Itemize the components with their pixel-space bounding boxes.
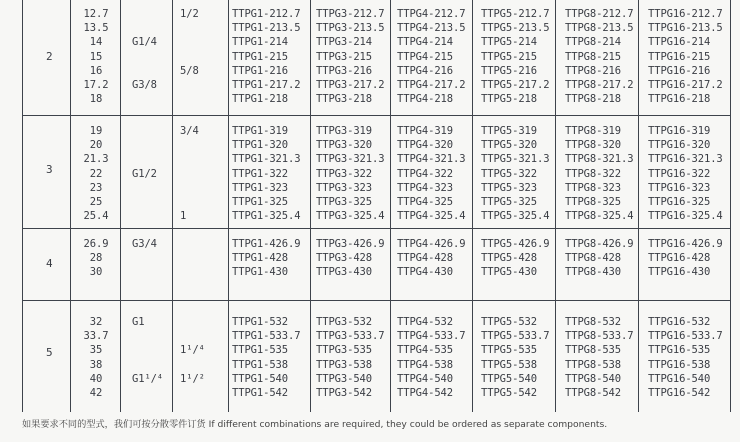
- part-number: TTPG1-323: [232, 181, 288, 194]
- part-number: TTPG1-540: [232, 372, 288, 385]
- part-number: TTPG3-428: [316, 252, 372, 265]
- thread-size: G1¹/⁴: [132, 372, 164, 385]
- part-number: TTPG4-215: [397, 50, 453, 63]
- part-number: TTPG4-212.7: [397, 8, 466, 20]
- part-number: TTPG8-319: [565, 125, 621, 137]
- part-number: TTPG8-213.5: [565, 22, 634, 35]
- column-rule: [172, 0, 173, 412]
- column-rule: [638, 0, 639, 412]
- column-rule: [730, 0, 731, 412]
- thread-size: G1/4: [132, 36, 157, 49]
- part-number: TTPG4-322: [397, 167, 453, 180]
- part-number: TTPG3-216: [316, 64, 372, 77]
- pipe-size: 38: [89, 358, 103, 371]
- group-number: 5: [46, 346, 53, 359]
- part-number: TTPG5-216: [481, 64, 537, 77]
- part-number: TTPG5-538: [481, 358, 537, 371]
- part-number: TTPG1-320: [232, 139, 288, 152]
- part-number: TTPG3-212.7: [316, 8, 385, 20]
- part-number: TTPG5-218: [481, 93, 537, 106]
- part-number: TTPG1-218: [232, 93, 288, 106]
- part-number: TTPG5-540: [481, 372, 537, 385]
- column-rule: [70, 0, 71, 412]
- pipe-size: 42: [89, 387, 103, 399]
- part-number: TTPG8-540: [565, 372, 621, 385]
- part-number: TTPG3-213.5: [316, 22, 385, 35]
- part-number: TTPG4-426.9: [397, 238, 466, 250]
- part-number: TTPG1-325.4: [232, 210, 301, 223]
- part-number: TTPG8-218: [565, 93, 621, 106]
- part-number: TTPG16-428: [648, 252, 711, 265]
- part-number: TTPG8-320: [565, 139, 621, 152]
- part-number: TTPG1-538: [232, 358, 288, 371]
- part-number: TTPG16-535: [648, 344, 711, 357]
- part-number: TTPG5-430: [481, 266, 537, 279]
- thread-size: G1: [132, 316, 145, 328]
- part-number: TTPG5-215: [481, 50, 537, 63]
- pipe-size: 22: [89, 167, 103, 180]
- group-number: 4: [46, 257, 53, 270]
- part-number: TTPG16-533.7: [648, 330, 723, 343]
- part-number: TTPG16-212.7: [648, 8, 723, 20]
- part-number: TTPG5-212.7: [481, 8, 550, 20]
- part-number: TTPG8-216: [565, 64, 621, 77]
- inch-size: 1/2: [180, 8, 199, 20]
- part-number: TTPG5-325.4: [481, 210, 550, 223]
- part-number: TTPG8-325: [565, 196, 621, 208]
- pipe-size: 20: [89, 139, 103, 152]
- part-number: TTPG3-325: [316, 196, 372, 208]
- part-number: TTPG1-319: [232, 125, 288, 137]
- column-rule: [120, 0, 121, 412]
- part-number: TTPG5-535: [481, 344, 537, 357]
- pipe-size: 14: [89, 36, 103, 49]
- pipe-size: 12.7: [83, 8, 109, 20]
- part-number: TTPG8-532: [565, 316, 621, 328]
- part-number: TTPG3-323: [316, 181, 372, 194]
- part-number: TTPG5-322: [481, 167, 537, 180]
- part-number: TTPG4-533.7: [397, 330, 466, 343]
- part-number: TTPG16-217.2: [648, 79, 723, 91]
- inch-size: 3/4: [180, 125, 199, 137]
- part-number: TTPG3-542: [316, 387, 372, 399]
- part-number: TTPG3-321.3: [316, 153, 385, 166]
- part-number: TTPG5-426.9: [481, 238, 550, 250]
- pipe-size: 15: [89, 50, 103, 63]
- part-number: TTPG1-532: [232, 316, 288, 328]
- part-number: TTPG16-532: [648, 316, 711, 328]
- inch-size: 1: [180, 210, 187, 223]
- pipe-size: 25: [89, 196, 103, 208]
- group-number: 2: [46, 50, 53, 63]
- part-number: TTPG5-213.5: [481, 22, 550, 35]
- part-number: TTPG4-540: [397, 372, 453, 385]
- part-number: TTPG8-426.9: [565, 238, 634, 250]
- pipe-size: 25.4: [83, 210, 109, 223]
- footnote: 如果要求不同的型式，我们可按分散零件订货 If different combinations are required, they could be ordered as separate components.: [22, 419, 608, 430]
- part-number: TTPG4-538: [397, 358, 453, 371]
- inch-size: 5/8: [180, 64, 199, 77]
- part-number: TTPG1-533.7: [232, 330, 301, 343]
- part-number: TTPG5-532: [481, 316, 537, 328]
- part-number: TTPG4-213.5: [397, 22, 466, 35]
- part-number: TTPG8-542: [565, 387, 621, 399]
- part-number: TTPG5-428: [481, 252, 537, 265]
- part-number: TTPG8-428: [565, 252, 621, 265]
- part-number: TTPG4-319: [397, 125, 453, 137]
- part-number: TTPG16-213.5: [648, 22, 723, 35]
- part-number: TTPG3-319: [316, 125, 372, 137]
- part-number: TTPG16-215: [648, 50, 711, 63]
- part-number: TTPG1-322: [232, 167, 288, 180]
- thread-size: G3/4: [132, 238, 157, 250]
- part-number: TTPG16-320: [648, 139, 711, 152]
- part-number: TTPG3-325.4: [316, 210, 385, 223]
- part-number: TTPG16-430: [648, 266, 711, 279]
- pipe-size: 26.9: [83, 238, 109, 250]
- part-number: TTPG4-214: [397, 36, 453, 49]
- pipe-size: 33.7: [83, 330, 109, 343]
- pipe-size: 16: [89, 64, 103, 77]
- part-number: TTPG1-217.2: [232, 79, 301, 91]
- part-number: TTPG5-323: [481, 181, 537, 194]
- part-number: TTPG3-215: [316, 50, 372, 63]
- part-number: TTPG16-319: [648, 125, 711, 137]
- part-number: TTPG8-533.7: [565, 330, 634, 343]
- part-number: TTPG8-212.7: [565, 8, 634, 20]
- part-number: TTPG1-216: [232, 64, 288, 77]
- column-rule: [555, 0, 556, 412]
- row-rule: [22, 228, 730, 229]
- part-number: TTPG4-218: [397, 93, 453, 106]
- part-number: TTPG16-323: [648, 181, 711, 194]
- part-number: TTPG16-325.4: [648, 210, 723, 223]
- part-number: TTPG4-320: [397, 139, 453, 152]
- part-number: TTPG3-320: [316, 139, 372, 152]
- row-rule: [22, 300, 730, 301]
- part-number: TTPG16-218: [648, 93, 711, 106]
- part-number: TTPG1-325: [232, 196, 288, 208]
- thread-size: G3/8: [132, 79, 157, 91]
- part-number: TTPG8-325.4: [565, 210, 634, 223]
- pipe-size: 17.2: [83, 79, 109, 91]
- part-number: TTPG5-533.7: [481, 330, 550, 343]
- part-number: TTPG8-214: [565, 36, 621, 49]
- part-number: TTPG8-321.3: [565, 153, 634, 166]
- column-rule: [390, 0, 391, 412]
- part-number: TTPG4-217.2: [397, 79, 466, 91]
- pipe-size: 40: [89, 372, 103, 385]
- part-number: TTPG5-325: [481, 196, 537, 208]
- part-number: TTPG5-217.2: [481, 79, 550, 91]
- part-number: TTPG8-538: [565, 358, 621, 371]
- part-number: TTPG16-321.3: [648, 153, 723, 166]
- group-number: 3: [46, 163, 53, 176]
- part-number: TTPG3-322: [316, 167, 372, 180]
- pipe-size: 32: [89, 316, 103, 328]
- column-rule: [310, 0, 311, 412]
- part-number: TTPG1-542: [232, 387, 288, 399]
- column-rule: [22, 0, 23, 412]
- inch-size: 1¹/²: [180, 372, 205, 385]
- part-number: TTPG16-426.9: [648, 238, 723, 250]
- column-rule: [472, 0, 473, 412]
- part-number: TTPG8-215: [565, 50, 621, 63]
- part-number: TTPG1-215: [232, 50, 288, 63]
- inch-size: 1¹/⁴: [180, 344, 205, 357]
- part-number: TTPG5-214: [481, 36, 537, 49]
- part-number: TTPG4-216: [397, 64, 453, 77]
- part-number: TTPG4-321.3: [397, 153, 466, 166]
- part-number: TTPG3-218: [316, 93, 372, 106]
- pipe-size: 30: [89, 266, 103, 279]
- part-number: TTPG4-542: [397, 387, 453, 399]
- part-number: TTPG1-213.5: [232, 22, 301, 35]
- part-number: TTPG1-212.7: [232, 8, 301, 20]
- part-number: TTPG3-533.7: [316, 330, 385, 343]
- part-number: TTPG5-320: [481, 139, 537, 152]
- part-number: TTPG4-428: [397, 252, 453, 265]
- part-number: TTPG8-322: [565, 167, 621, 180]
- part-number: TTPG3-217.2: [316, 79, 385, 91]
- part-number: TTPG4-325.4: [397, 210, 466, 223]
- pipe-size: 18: [89, 93, 103, 106]
- part-number: TTPG5-319: [481, 125, 537, 137]
- part-number: TTPG5-321.3: [481, 153, 550, 166]
- part-number: TTPG16-325: [648, 196, 711, 208]
- part-number: TTPG3-214: [316, 36, 372, 49]
- thread-size: G1/2: [132, 167, 157, 180]
- part-number: TTPG16-538: [648, 358, 711, 371]
- part-number: TTPG8-217.2: [565, 79, 634, 91]
- part-number: TTPG1-535: [232, 344, 288, 357]
- part-number: TTPG3-532: [316, 316, 372, 328]
- row-rule: [22, 115, 730, 116]
- part-number: TTPG16-540: [648, 372, 711, 385]
- part-number: TTPG8-535: [565, 344, 621, 357]
- part-number: TTPG16-542: [648, 387, 711, 399]
- pipe-size: 13.5: [83, 22, 109, 35]
- part-number: TTPG4-535: [397, 344, 453, 357]
- pipe-size: 19: [89, 125, 103, 137]
- part-number: TTPG3-426.9: [316, 238, 385, 250]
- part-number: TTPG5-542: [481, 387, 537, 399]
- part-number: TTPG16-216: [648, 64, 711, 77]
- part-number: TTPG4-323: [397, 181, 453, 194]
- part-number: TTPG8-430: [565, 266, 621, 279]
- part-number: TTPG1-214: [232, 36, 288, 49]
- part-number: TTPG4-532: [397, 316, 453, 328]
- part-number: TTPG1-321.3: [232, 153, 301, 166]
- part-number: TTPG1-426.9: [232, 238, 301, 250]
- part-number: TTPG1-428: [232, 252, 288, 265]
- part-number: TTPG8-323: [565, 181, 621, 194]
- part-number: TTPG16-214: [648, 36, 711, 49]
- part-number: TTPG3-540: [316, 372, 372, 385]
- column-rule: [228, 0, 229, 412]
- part-number: TTPG3-430: [316, 266, 372, 279]
- part-number: TTPG4-325: [397, 196, 453, 208]
- part-number: TTPG3-535: [316, 344, 372, 357]
- part-number: TTPG4-430: [397, 266, 453, 279]
- part-number: TTPG1-430: [232, 266, 288, 279]
- pipe-size: 35: [89, 344, 103, 357]
- part-number: TTPG16-322: [648, 167, 711, 180]
- pipe-size: 28: [89, 252, 103, 265]
- pipe-size: 23: [89, 181, 103, 194]
- pipe-size: 21.3: [83, 153, 109, 166]
- part-number: TTPG3-538: [316, 358, 372, 371]
